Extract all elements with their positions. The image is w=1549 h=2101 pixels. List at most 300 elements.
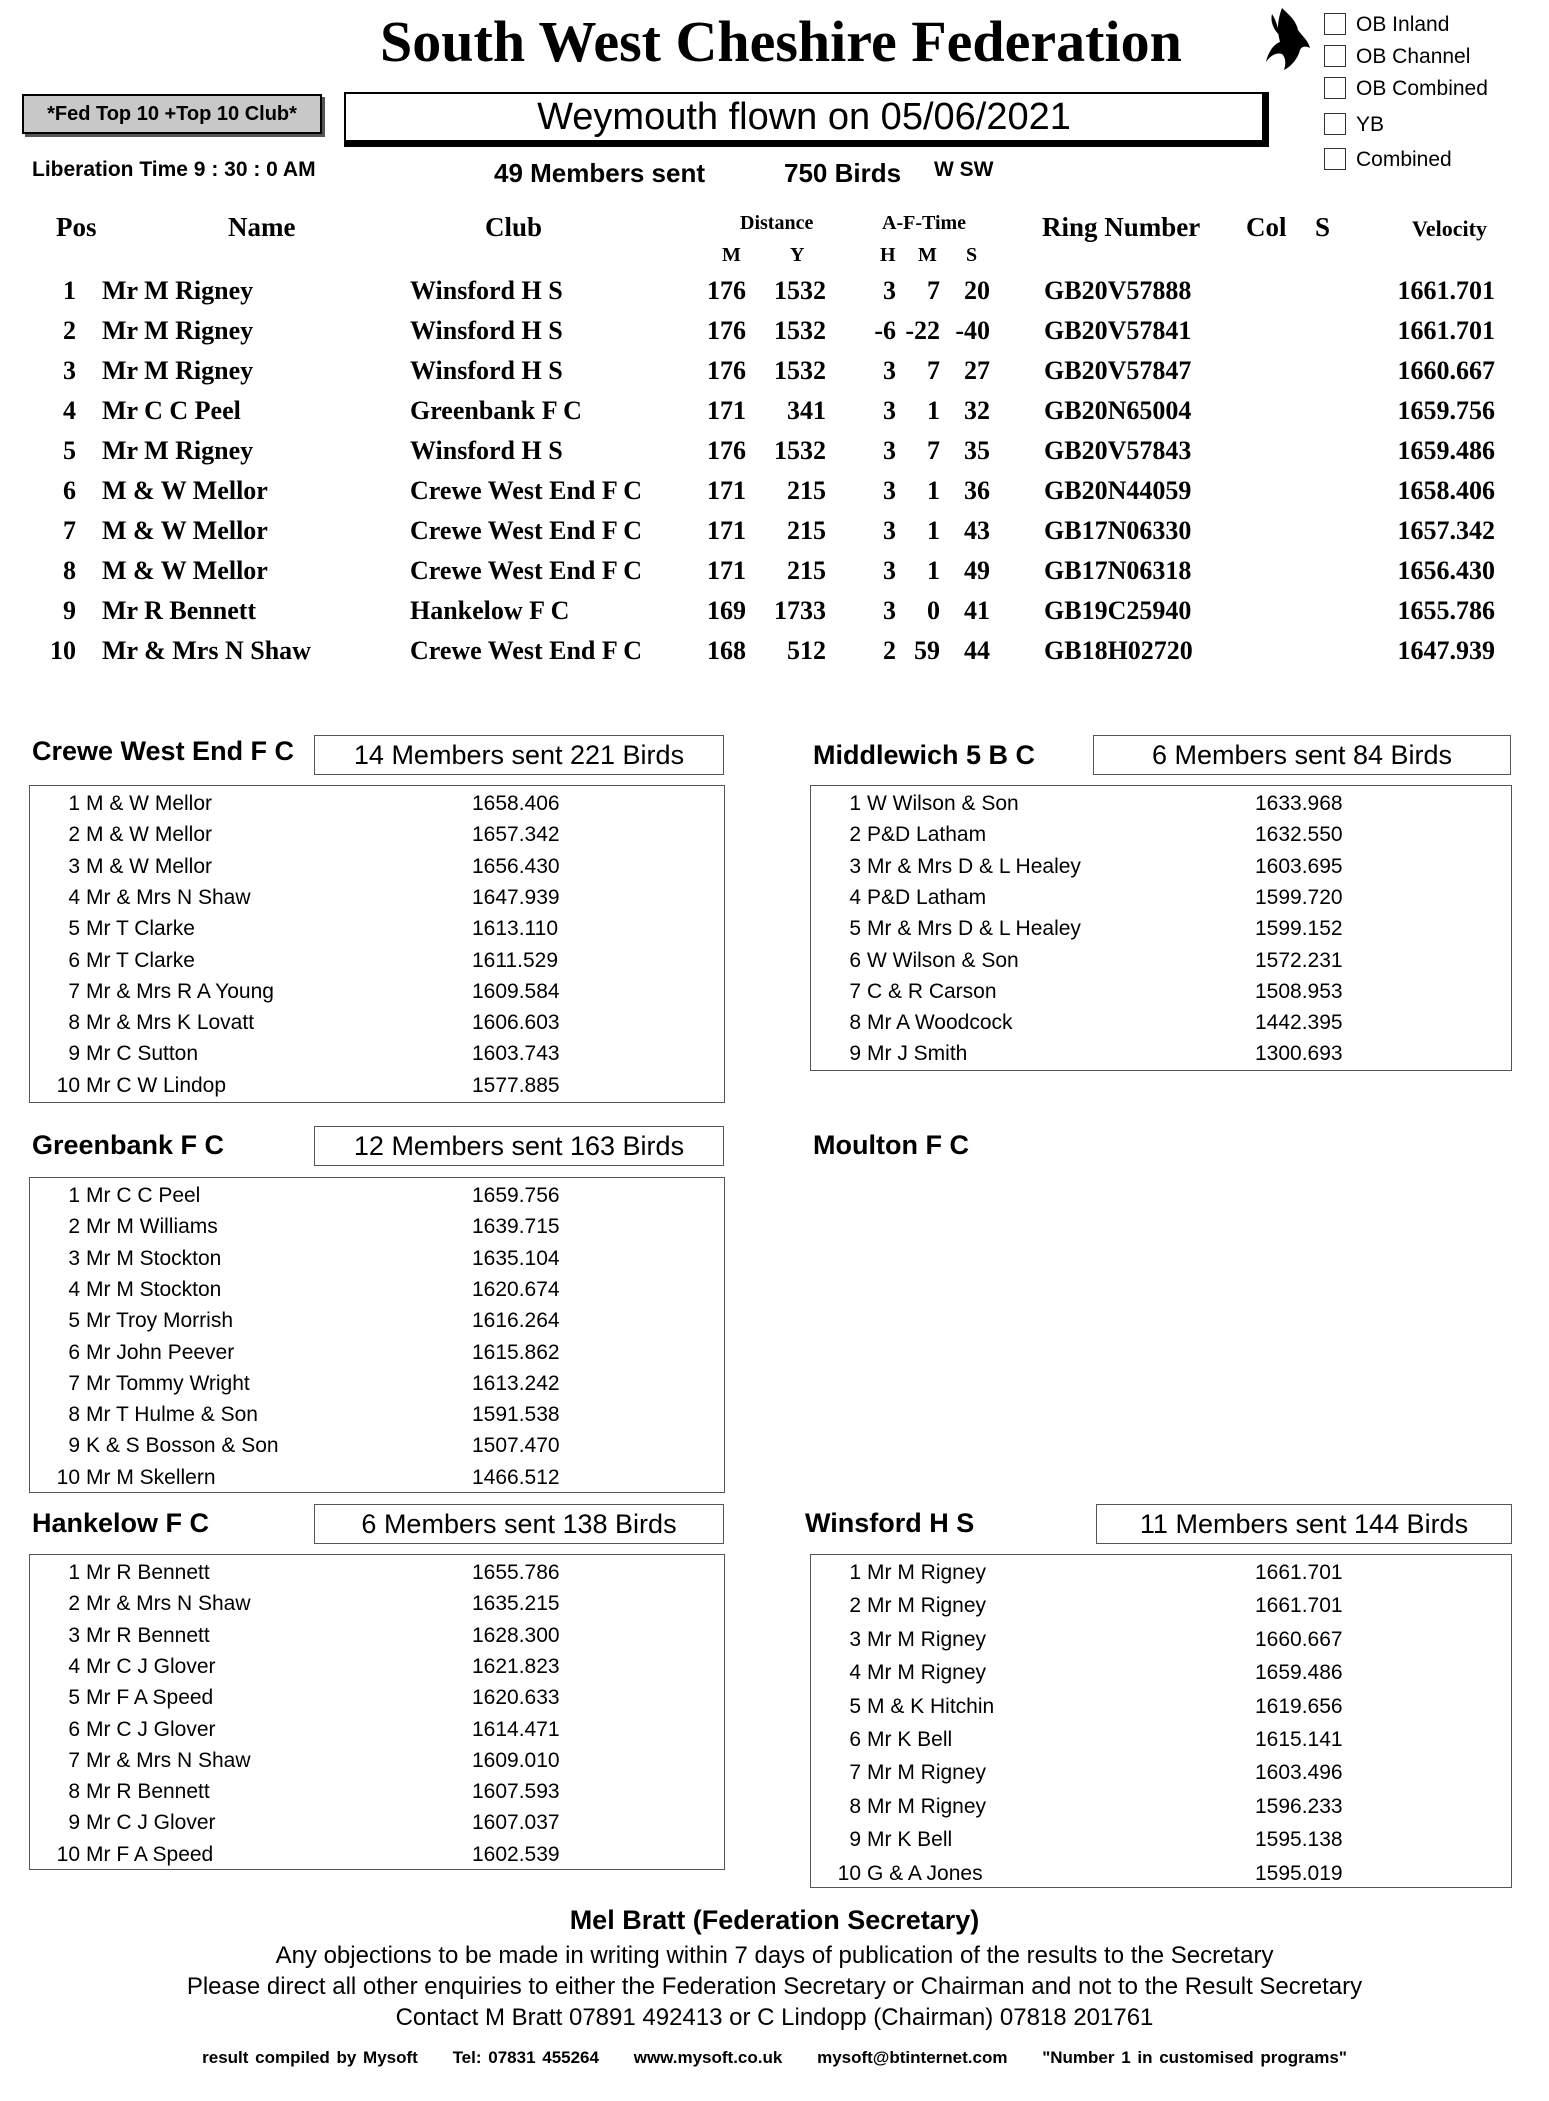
secretary-name: Mel Bratt (Federation Secretary) [569, 1905, 980, 1935]
club-title-hankelow: Hankelow F C [32, 1508, 210, 1538]
club-row-position: 8 [68, 1011, 80, 1035]
club-row-position: 2 [849, 823, 861, 847]
top10-cell-name: Mr M Rigney [102, 436, 254, 465]
top10-cell-h: -6 [874, 316, 896, 345]
checkbox-ob-inland[interactable] [1324, 13, 1449, 37]
club-row-position: 3 [68, 1623, 80, 1647]
club-row [30, 1624, 724, 1654]
club-row-name: Mr T Clarke [86, 948, 195, 972]
club-row [30, 1341, 724, 1371]
club-row-velocity: 1657.342 [472, 823, 560, 847]
club-row-velocity: 1621.823 [472, 1654, 560, 1678]
club-row-position: 7 [849, 979, 861, 1003]
club-row-velocity: 1635.215 [472, 1592, 560, 1616]
top10-cell-h: 3 [883, 476, 896, 505]
club-row-position: 8 [849, 1011, 861, 1035]
top10-cell-m: 176 [707, 356, 746, 385]
club-row-velocity: 1609.584 [472, 979, 560, 1003]
checkbox-box[interactable] [1324, 45, 1346, 67]
club-row [30, 1372, 724, 1402]
club-row-position: 1 [68, 792, 80, 815]
top10-cell-club: Crewe West End F C [410, 556, 643, 585]
club-row-velocity: 1466.512 [472, 1465, 560, 1489]
club-summary-middlewich: 6 Members sent 84 Birds [1093, 735, 1511, 775]
top10-cell-velocity: 1659.756 [1397, 396, 1495, 425]
club-row-position: 7 [68, 1371, 80, 1395]
checkbox-ob-channel[interactable] [1324, 45, 1470, 69]
top10-cell-velocity: 1657.342 [1397, 516, 1495, 545]
club-row-velocity: 1632.550 [1255, 823, 1343, 847]
credit-phone: Tel: 07831 455264 [452, 2048, 599, 2067]
checkbox-combined[interactable] [1324, 148, 1452, 172]
top10-row [0, 356, 1549, 396]
checkbox-label: OB Inland [1356, 13, 1450, 36]
club-row-name: Mr C J Glover [86, 1811, 216, 1835]
top10-cell-mi: -22 [905, 316, 940, 345]
club-list-greenbank [29, 1177, 725, 1493]
footer-objections: Any objections to be made in writing within 7 days of publication of the results to the Secretary [275, 1942, 1274, 1969]
club-row [30, 1247, 724, 1277]
club-row-name: Mr M Stockton [86, 1246, 222, 1270]
top10-cell-name: Mr M Rigney [102, 356, 254, 385]
club-row [30, 823, 724, 853]
club-row [30, 1466, 724, 1496]
club-row-name: Mr T Clarke [86, 917, 195, 941]
top10-cell-pos: 9 [63, 596, 76, 625]
club-row-position: 3 [68, 1246, 80, 1270]
club-row [30, 1749, 724, 1779]
club-row-position: 9 [849, 1042, 861, 1066]
top10-cell-mi: 7 [927, 276, 940, 305]
club-title-middlewich: Middlewich 5 B C [813, 740, 1036, 770]
col-header-club: Club [485, 212, 543, 242]
club-row-position: 6 [849, 948, 861, 972]
top10-cell-s: 20 [964, 276, 990, 305]
footer-enquiries: Please direct all other enquiries to either the Federation Secretary or Chairman and not to the Result Secretary [186, 1973, 1363, 2000]
top10-cell-ring: GB20N44059 [1044, 476, 1192, 505]
club-row-velocity: 1607.037 [472, 1811, 560, 1835]
club-row-position: 2 [849, 1594, 861, 1618]
club-row-position: 1 [68, 1184, 80, 1207]
checkbox-label: OB Combined [1356, 77, 1488, 100]
club-row [30, 855, 724, 885]
club-row-velocity: 1661.701 [1255, 1561, 1343, 1584]
club-list-middlewich [810, 785, 1512, 1071]
club-title-crewe: Crewe West End F C [32, 736, 295, 766]
club-row [30, 1074, 724, 1104]
col-header-ring: Ring Number [1042, 212, 1201, 242]
top10-cell-velocity: 1661.701 [1397, 276, 1495, 305]
club-row-position: 10 [56, 1842, 80, 1866]
club-row-position: 4 [849, 885, 861, 909]
club-row-position: 4 [68, 885, 80, 909]
top10-cell-h: 3 [883, 556, 896, 585]
club-row-name: Mr & Mrs R A Young [86, 979, 274, 1003]
top10-cell-ring: GB20V57847 [1044, 356, 1192, 385]
club-row-position: 10 [837, 1861, 861, 1885]
club-row [811, 1042, 1511, 1072]
club-row-position: 8 [68, 1780, 80, 1804]
club-row-velocity: 1659.486 [1255, 1661, 1343, 1685]
club-row-name: Mr R Bennett [86, 1623, 210, 1647]
club-row-velocity: 1615.141 [1255, 1728, 1343, 1751]
club-row-name: Mr M Skellern [86, 1465, 216, 1489]
checkbox-box[interactable] [1324, 13, 1346, 35]
club-row-velocity: 1507.470 [472, 1434, 560, 1458]
club-summary-crewe: 14 Members sent 221 Birds [314, 735, 724, 775]
club-row-name: Mr M Rigney [867, 1761, 987, 1785]
top10-cell-club: Greenbank F C [410, 396, 582, 425]
top10-cell-h: 3 [883, 396, 896, 425]
top10-cell-s: 43 [964, 516, 990, 545]
top10-cell-velocity: 1658.406 [1397, 476, 1495, 505]
top10-cell-velocity: 1655.786 [1397, 596, 1495, 625]
club-row [30, 1718, 724, 1748]
club-row-name: M & W Mellor [86, 792, 212, 815]
club-row-velocity: 1639.715 [472, 1215, 560, 1239]
top10-cell-m: 171 [707, 516, 746, 545]
club-title-moulton: Moulton F C [813, 1130, 969, 1160]
pigeon-logo-icon [1262, 6, 1312, 74]
liberation-time: Liberation Time 9 : 30 : 0 AM [32, 158, 316, 181]
top10-cell-y: 1532 [774, 276, 826, 305]
club-row-name: Mr John Peever [86, 1340, 235, 1364]
club-row [811, 1828, 1511, 1858]
top10-cell-y: 1733 [774, 596, 826, 625]
club-row-position: 10 [56, 1465, 80, 1489]
top10-cell-pos: 8 [63, 556, 76, 585]
top10-cell-m: 176 [707, 436, 746, 465]
top10-cell-name: M & W Mellor [102, 516, 268, 545]
top10-cell-velocity: 1647.939 [1397, 636, 1495, 665]
club-row-name: M & K Hitchin [867, 1694, 995, 1718]
top10-cell-mi: 7 [927, 356, 940, 385]
club-row [811, 792, 1511, 822]
club-row-position: 9 [68, 1434, 80, 1458]
col-header-aft-h: H [880, 244, 896, 266]
top10-cell-h: 3 [883, 356, 896, 385]
col-header-name: Name [228, 212, 296, 242]
club-row-velocity: 1609.010 [472, 1748, 560, 1772]
top10-cell-s: 44 [964, 636, 990, 665]
top10-cell-mi: 1 [927, 556, 940, 585]
club-row-name: C & R Carson [867, 979, 997, 1003]
club-row-position: 6 [68, 1717, 80, 1741]
club-row-velocity: 1595.019 [1255, 1861, 1343, 1885]
club-row-velocity: 1620.674 [472, 1277, 560, 1301]
club-row-name: Mr T Hulme & Son [86, 1403, 258, 1427]
club-row-name: Mr C J Glover [86, 1717, 216, 1741]
club-row [811, 917, 1511, 947]
club-row-name: Mr K Bell [867, 1828, 953, 1852]
checkbox-yb[interactable] [1324, 113, 1384, 137]
top10-cell-ring: GB18H02720 [1044, 636, 1193, 665]
club-row-name: Mr C J Glover [86, 1654, 216, 1678]
top10-cell-mi: 59 [914, 636, 940, 665]
top10-row [0, 636, 1549, 676]
club-row-name: Mr C C Peel [86, 1184, 201, 1207]
club-row [30, 1042, 724, 1072]
club-row [811, 1795, 1511, 1825]
top10-cell-name: Mr M Rigney [102, 276, 254, 305]
top10-cell-s: -40 [955, 316, 990, 345]
club-row-position: 9 [68, 1042, 80, 1066]
footer-credits [0, 2048, 1549, 2068]
top10-cell-club: Winsford H S [410, 316, 563, 345]
top10-cell-pos: 5 [63, 436, 76, 465]
top10-cell-s: 41 [964, 596, 990, 625]
club-row-velocity: 1656.430 [472, 854, 560, 878]
club-row-name: Mr A Woodcock [867, 1011, 1013, 1035]
club-row-velocity: 1599.720 [1255, 885, 1343, 909]
club-row-velocity: 1613.110 [472, 917, 559, 941]
top10-cell-pos: 2 [63, 316, 76, 345]
top10-row [0, 556, 1549, 596]
checkbox-label: YB [1356, 113, 1385, 136]
club-row-name: Mr & Mrs N Shaw [86, 885, 251, 909]
top10-cell-h: 2 [883, 636, 896, 665]
top10-cell-m: 171 [707, 476, 746, 505]
club-row-position: 5 [849, 1694, 861, 1718]
top10-cell-pos: 4 [63, 396, 76, 425]
club-row [811, 1761, 1511, 1791]
top10-cell-y: 1532 [774, 436, 826, 465]
club-row-velocity: 1615.862 [472, 1340, 560, 1364]
club-row [811, 1594, 1511, 1624]
club-row-velocity: 1628.300 [472, 1623, 560, 1647]
top10-cell-ring: GB20V57888 [1044, 276, 1192, 305]
credit-email[interactable]: mysoft@btinternet.com [817, 2048, 1008, 2067]
top10-cell-y: 1532 [774, 356, 826, 385]
club-row-position: 3 [68, 854, 80, 878]
top10-cell-h: 3 [883, 596, 896, 625]
club-list-winsford [810, 1554, 1512, 1888]
birds-sent: 750 Birds [784, 158, 902, 188]
club-row-velocity: 1614.471 [472, 1717, 560, 1741]
top10-cell-m: 168 [707, 636, 746, 665]
club-row-position: 3 [849, 1627, 861, 1651]
club-row-name: Mr M Rigney [867, 1794, 987, 1818]
top10-cell-club: Crewe West End F C [410, 516, 643, 545]
club-row [811, 949, 1511, 979]
page-title: South West Cheshire Federation [380, 9, 1182, 74]
club-row [811, 1695, 1511, 1725]
top10-cell-y: 215 [787, 516, 826, 545]
club-row-name: Mr & Mrs D & L Healey [867, 854, 1081, 878]
top10-cell-velocity: 1660.667 [1397, 356, 1495, 385]
club-row-name: G & A Jones [867, 1861, 983, 1885]
club-row-name: Mr C Sutton [86, 1042, 199, 1066]
top10-cell-name: M & W Mellor [102, 476, 268, 505]
club-row-name: W Wilson & Son [867, 948, 1019, 972]
club-row-name: Mr M Rigney [867, 1561, 987, 1584]
club-row [30, 1215, 724, 1245]
club-row-velocity: 1619.656 [1255, 1694, 1343, 1718]
club-row-velocity: 1595.138 [1255, 1828, 1343, 1852]
col-header-s: S [1315, 212, 1331, 242]
checkbox-box[interactable] [1324, 148, 1346, 170]
club-row [811, 1628, 1511, 1658]
top10-cell-y: 1532 [774, 316, 826, 345]
club-row-name: Mr & Mrs D & L Healey [867, 917, 1081, 941]
club-row-position: 5 [68, 1686, 80, 1710]
club-row-position: 1 [849, 1561, 861, 1584]
col-header-dist-m: M [722, 244, 741, 266]
club-row-name: W Wilson & Son [867, 792, 1019, 815]
club-row [30, 1686, 724, 1716]
club-title-greenbank: Greenbank F C [32, 1130, 225, 1160]
club-row-velocity: 1613.242 [472, 1371, 560, 1395]
top10-cell-m: 171 [707, 396, 746, 425]
top10-cell-name: M & W Mellor [102, 556, 268, 585]
club-row-position: 5 [68, 917, 80, 941]
top10-cell-pos: 6 [63, 476, 76, 505]
top10-row [0, 316, 1549, 356]
top10-cell-ring: GB20N65004 [1044, 396, 1192, 425]
club-row [30, 1780, 724, 1810]
checkbox-ob-combined[interactable] [1324, 77, 1488, 101]
club-row-name: Mr M Rigney [867, 1627, 987, 1651]
top10-cell-velocity: 1661.701 [1397, 316, 1495, 345]
club-row [811, 1661, 1511, 1691]
club-row-name: Mr & Mrs N Shaw [86, 1592, 251, 1616]
club-row-velocity: 1655.786 [472, 1561, 560, 1584]
top10-cell-mi: 0 [927, 596, 940, 625]
top10-badge: *Fed Top 10 +Top 10 Club* [22, 94, 322, 134]
club-row-velocity: 1442.395 [1255, 1011, 1343, 1035]
top10-cell-s: 32 [964, 396, 990, 425]
col-header-aft-s: S [966, 244, 978, 266]
top10-cell-s: 36 [964, 476, 990, 505]
club-row-velocity: 1603.695 [1255, 854, 1343, 878]
club-row-velocity: 1572.231 [1255, 948, 1343, 972]
top10-cell-pos: 3 [63, 356, 76, 385]
top10-cell-club: Winsford H S [410, 356, 563, 385]
club-row-velocity: 1596.233 [1255, 1794, 1343, 1818]
club-row-name: Mr F A Speed [86, 1842, 214, 1866]
club-row [30, 792, 724, 822]
club-row-position: 5 [68, 1309, 80, 1333]
club-row-position: 1 [849, 792, 861, 815]
club-row [30, 1434, 724, 1464]
club-row-velocity: 1660.667 [1255, 1627, 1343, 1651]
top10-cell-name: Mr C C Peel [102, 396, 241, 425]
club-row-velocity: 1635.104 [472, 1246, 560, 1270]
checkbox-box[interactable] [1324, 113, 1346, 135]
club-row-name: Mr R Bennett [86, 1561, 210, 1584]
top10-row [0, 596, 1549, 636]
top10-cell-y: 512 [787, 636, 826, 665]
club-row-position: 8 [849, 1794, 861, 1818]
club-row-name: Mr M Rigney [867, 1661, 987, 1685]
club-list-hankelow [29, 1554, 725, 1870]
club-row-name: Mr R Bennett [86, 1780, 210, 1804]
club-row-velocity: 1620.633 [472, 1686, 560, 1710]
club-row [30, 980, 724, 1010]
club-row-velocity: 1300.693 [1255, 1042, 1343, 1066]
club-row-position: 4 [68, 1654, 80, 1678]
top10-cell-ring: GB17N06318 [1044, 556, 1192, 585]
top10-cell-y: 341 [787, 396, 826, 425]
footer-contact: Contact M Bratt 07891 492413 or C Lindopp (Chairman) 07818 201761 [395, 2004, 1154, 2031]
top10-cell-mi: 1 [927, 516, 940, 545]
top10-cell-y: 215 [787, 556, 826, 585]
club-row [30, 1278, 724, 1308]
club-row-position: 9 [68, 1811, 80, 1835]
club-row-velocity: 1599.152 [1255, 917, 1343, 941]
top10-cell-ring: GB19C25940 [1044, 596, 1192, 625]
top10-cell-m: 171 [707, 556, 746, 585]
top10-cell-y: 215 [787, 476, 826, 505]
club-row-velocity: 1606.603 [472, 1011, 560, 1035]
club-row [30, 917, 724, 947]
club-row-position: 3 [849, 854, 861, 878]
club-row-name: P&D Latham [867, 823, 987, 847]
top10-cell-h: 3 [883, 516, 896, 545]
top10-cell-mi: 1 [927, 476, 940, 505]
club-row-position: 2 [68, 1592, 80, 1616]
checkbox-box[interactable] [1324, 77, 1346, 99]
club-row [811, 1561, 1511, 1591]
members-sent: 49 Members sent [494, 158, 705, 188]
club-row-name: Mr M Rigney [867, 1594, 987, 1618]
club-title-winsford: Winsford H S [805, 1508, 975, 1538]
col-header-col: Col [1246, 212, 1287, 242]
top10-row [0, 396, 1549, 436]
club-row-velocity: 1508.953 [1255, 979, 1343, 1003]
club-row-velocity: 1603.496 [1255, 1761, 1343, 1785]
club-row [811, 980, 1511, 1010]
top10-cell-ring: GB20V57841 [1044, 316, 1192, 345]
col-header-pos: Pos [56, 212, 97, 242]
club-row [30, 886, 724, 916]
club-row [30, 1184, 724, 1214]
top10-cell-m: 176 [707, 276, 746, 305]
top10-cell-name: Mr R Bennett [102, 596, 257, 625]
top10-cell-club: Crewe West End F C [410, 476, 643, 505]
club-row-name: Mr C W Lindop [86, 1073, 227, 1097]
top10-cell-pos: 7 [63, 516, 76, 545]
club-row-position: 4 [849, 1661, 861, 1685]
credit-website[interactable]: www.mysoft.co.uk [633, 2048, 783, 2067]
club-row-velocity: 1633.968 [1255, 792, 1343, 815]
club-row [811, 886, 1511, 916]
club-summary-hankelow: 6 Members sent 138 Birds [314, 1504, 724, 1544]
race-title: Weymouth flown on 05/06/2021 [344, 92, 1269, 147]
club-row-position: 6 [68, 948, 80, 972]
club-summary-greenbank: 12 Members sent 163 Birds [314, 1126, 724, 1166]
club-row [811, 823, 1511, 853]
club-row-position: 1 [68, 1561, 80, 1584]
club-row [30, 1592, 724, 1622]
top10-cell-club: Crewe West End F C [410, 636, 643, 665]
club-row-name: K & S Bosson & Son [86, 1434, 279, 1458]
top10-cell-club: Winsford H S [410, 276, 563, 305]
club-row [30, 1309, 724, 1339]
credit-compiled: result compiled by Mysoft [202, 2048, 418, 2067]
top10-row [0, 476, 1549, 516]
credit-slogan: "Number 1 in customised programs" [1042, 2048, 1347, 2067]
checkbox-label: OB Channel [1356, 45, 1471, 68]
club-row-name: P&D Latham [867, 885, 987, 909]
club-row-name: Mr & Mrs N Shaw [86, 1748, 251, 1772]
club-row-velocity: 1577.885 [472, 1073, 560, 1097]
top10-cell-h: 3 [883, 436, 896, 465]
club-row [811, 1011, 1511, 1041]
top10-cell-ring: GB17N06330 [1044, 516, 1192, 545]
club-row-position: 10 [56, 1073, 80, 1097]
top10-cell-pos: 10 [50, 636, 76, 665]
